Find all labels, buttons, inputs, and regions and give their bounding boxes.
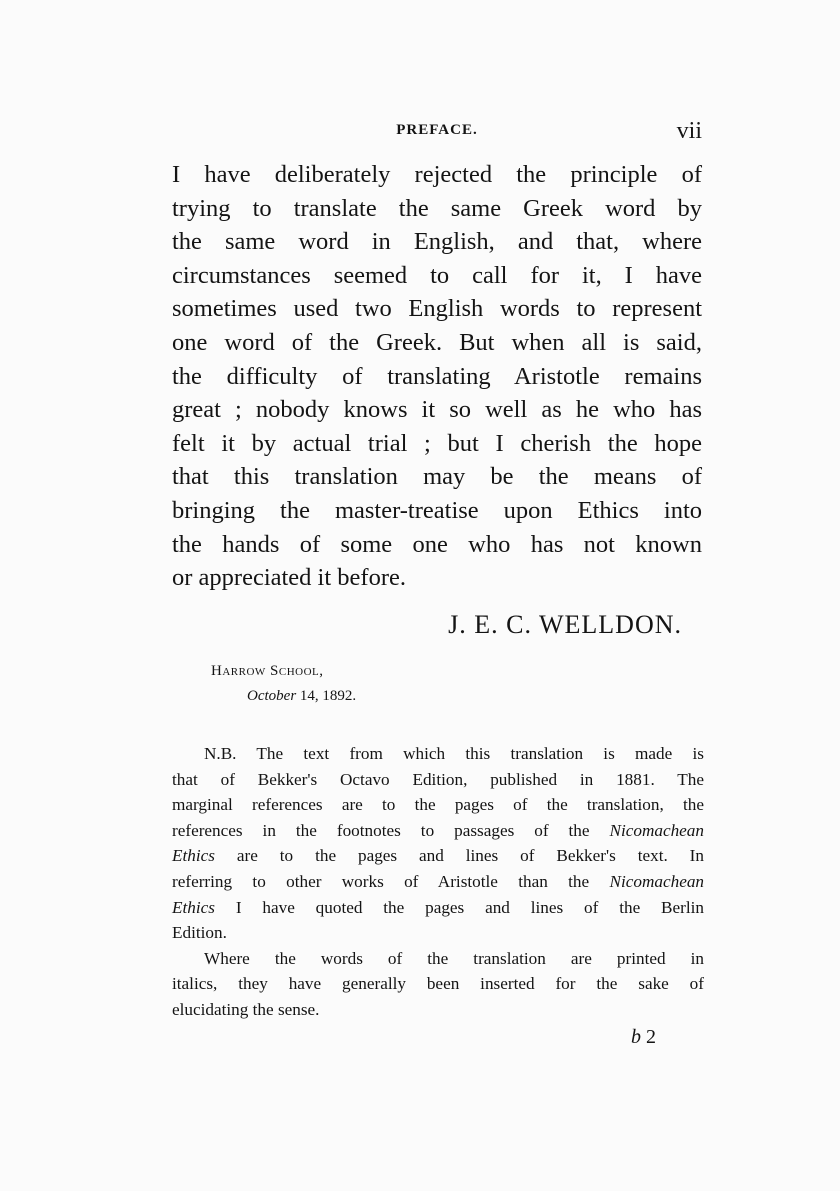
- signature-number: 2: [641, 1026, 656, 1048]
- note-line: italics, they have generally been inserted for the sake of: [172, 974, 704, 994]
- page-number: vii: [676, 118, 702, 144]
- note-line: marginal references are to the pages of the translation, the: [172, 795, 704, 815]
- date-rest: 14, 1892.: [296, 688, 357, 704]
- note-line: [172, 895, 704, 921]
- body-line: trying to translate the same Greek word by: [172, 194, 702, 222]
- body-line: or appreciated it before.: [172, 564, 406, 592]
- date-month: October: [247, 688, 297, 704]
- signature-letter: b: [631, 1026, 641, 1048]
- running-head: [172, 118, 702, 148]
- body-line: that this translation may be the means of: [172, 463, 702, 491]
- italic-title: Ethics: [172, 846, 215, 866]
- body-line: felt it by actual trial ; but I cherish the hope: [172, 429, 702, 457]
- body-line: great ; nobody knows it so well as he who has: [172, 396, 702, 424]
- signature-date: [247, 688, 356, 705]
- body-line: circumstances seemed to call for it, I have: [172, 261, 702, 289]
- note-line: Edition.: [172, 923, 227, 943]
- italic-title: Nicomachean: [609, 820, 704, 840]
- signature-place: [211, 663, 324, 680]
- note-line: [172, 818, 704, 844]
- italic-title: Ethics: [172, 897, 215, 917]
- italic-title: Nicomachean: [609, 871, 705, 891]
- note-text: references in the footnotes to passages of the: [172, 820, 590, 840]
- running-title: PREFACE.: [396, 122, 478, 138]
- printer-signature-mark: [631, 1026, 656, 1049]
- body-line: the difficulty of translating Aristotle remains: [172, 362, 702, 390]
- place-text: Harrow School,: [211, 663, 324, 679]
- note-text: are to the pages and lines of Bekker's text. In: [236, 846, 704, 866]
- note-line: elucidating the sense.: [172, 999, 320, 1019]
- note-text: I have quoted the pages and lines of the Berlin: [235, 897, 704, 917]
- body-line: one word of the Greek. But when all is said,: [172, 328, 702, 356]
- author-signature: J. E. C. WELLDON.: [448, 610, 682, 639]
- note-line: that of Bekker's Octavo Edition, published in 1881. The: [172, 769, 704, 789]
- note-line: [172, 843, 704, 869]
- translator-note: [172, 741, 704, 1023]
- body-line: sometimes used two English words to represent: [172, 295, 702, 323]
- note-line: Where the words of the translation are printed in: [204, 948, 704, 968]
- body-line: I have deliberately rejected the principle of: [172, 161, 702, 188]
- preface-body: [172, 158, 702, 595]
- body-line: bringing the master-treatise upon Ethics into: [172, 496, 702, 524]
- note-line: [172, 869, 704, 895]
- body-line: the same word in English, and that, where: [172, 228, 702, 256]
- note-text: referring to other works of Aristotle than the: [172, 871, 590, 891]
- note-line: N.B. The text from which this translation is made is: [204, 744, 704, 763]
- body-line: the hands of some one who has not known: [172, 530, 702, 558]
